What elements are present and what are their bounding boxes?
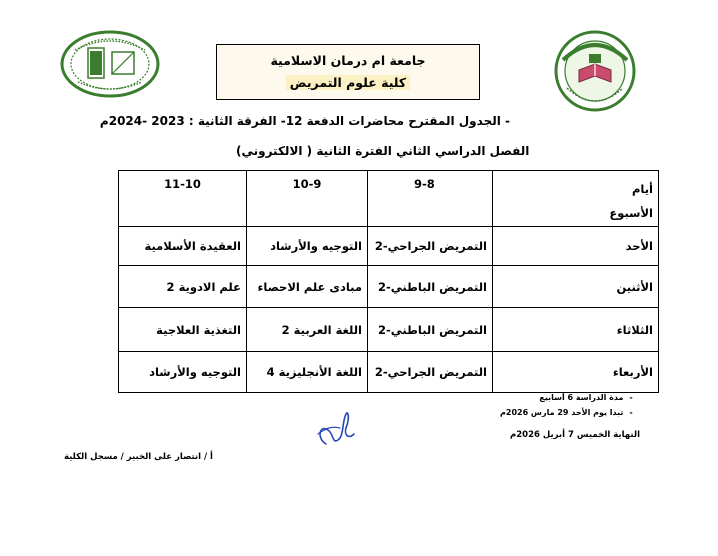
course-cell: اللغة الأنجليزية 4 (247, 352, 368, 393)
time-slot-header: 11-10 (119, 171, 247, 227)
days-header-cell (493, 171, 659, 227)
course-cell: التمريض الجراحي-2 (368, 227, 493, 266)
table-row (119, 227, 659, 266)
note-item: -تبدا يوم الأحد 29 مارس 2026م (500, 408, 633, 417)
course-cell: علم الادوية 2 (119, 266, 247, 308)
course-cell: التغذية العلاجية (119, 308, 247, 352)
course-cell: التوجيه والأرشاد (247, 227, 368, 266)
semester-subtitle: الفصل الدراسي الثاني الفترة الثانية ( الالكتروني) (236, 144, 530, 158)
course-cell: التمريض الجراحي-2 (368, 352, 493, 393)
schedule-title: - الجدول المقترح محاضرات الدفعة 12- الفرقة الثانية : 2023 -2024م (99, 114, 510, 128)
schedule-notes (500, 390, 633, 420)
college-nursing-logo (549, 30, 641, 112)
note-item: -مدة الدراسة 6 أسابيع (539, 393, 633, 402)
schedule-table (118, 170, 659, 393)
course-cell: التمريض الباطني-2 (368, 308, 493, 352)
university-seal-logo (60, 30, 160, 98)
university-name: جامعة ام درمان الاسلامية (270, 53, 426, 68)
day-cell: الأثنين (493, 266, 659, 308)
days-header-label: أيام (631, 182, 653, 196)
time-slot-header: 10-9 (247, 171, 368, 227)
week-header-label: الأسبوع (609, 206, 653, 220)
registrar-signature-line: أ / انتصار على الخبير / مسجل الكلية (64, 452, 213, 462)
note-duration: مدة الدراسة 6 أسابيع (539, 393, 624, 402)
day-cell: الأحد (493, 227, 659, 266)
note-start: تبدا يوم الأحد 29 مارس 2026م (500, 408, 624, 417)
table-row (119, 308, 659, 352)
signature-mark (312, 404, 360, 452)
time-slot-header: 9-8 (368, 171, 493, 227)
table-row (119, 266, 659, 308)
course-cell: التمريض الباطني-2 (368, 266, 493, 308)
course-cell: العقيدة الأسلامية (119, 227, 247, 266)
university-title-box (216, 44, 480, 100)
college-name: كلية علوم التمريض (286, 75, 410, 90)
course-cell: التوجيه والأرشاد (119, 352, 247, 393)
day-cell: الثلاثاء (493, 308, 659, 352)
course-cell: اللغة العربية 2 (247, 308, 368, 352)
note-end: النهاية الخميس 7 أبريل 2026م (510, 430, 640, 440)
table-row (119, 352, 659, 393)
course-cell: مبادى علم الاحصاء (247, 266, 368, 308)
day-cell: الأربعاء (493, 352, 659, 393)
table-header-row (119, 171, 659, 227)
